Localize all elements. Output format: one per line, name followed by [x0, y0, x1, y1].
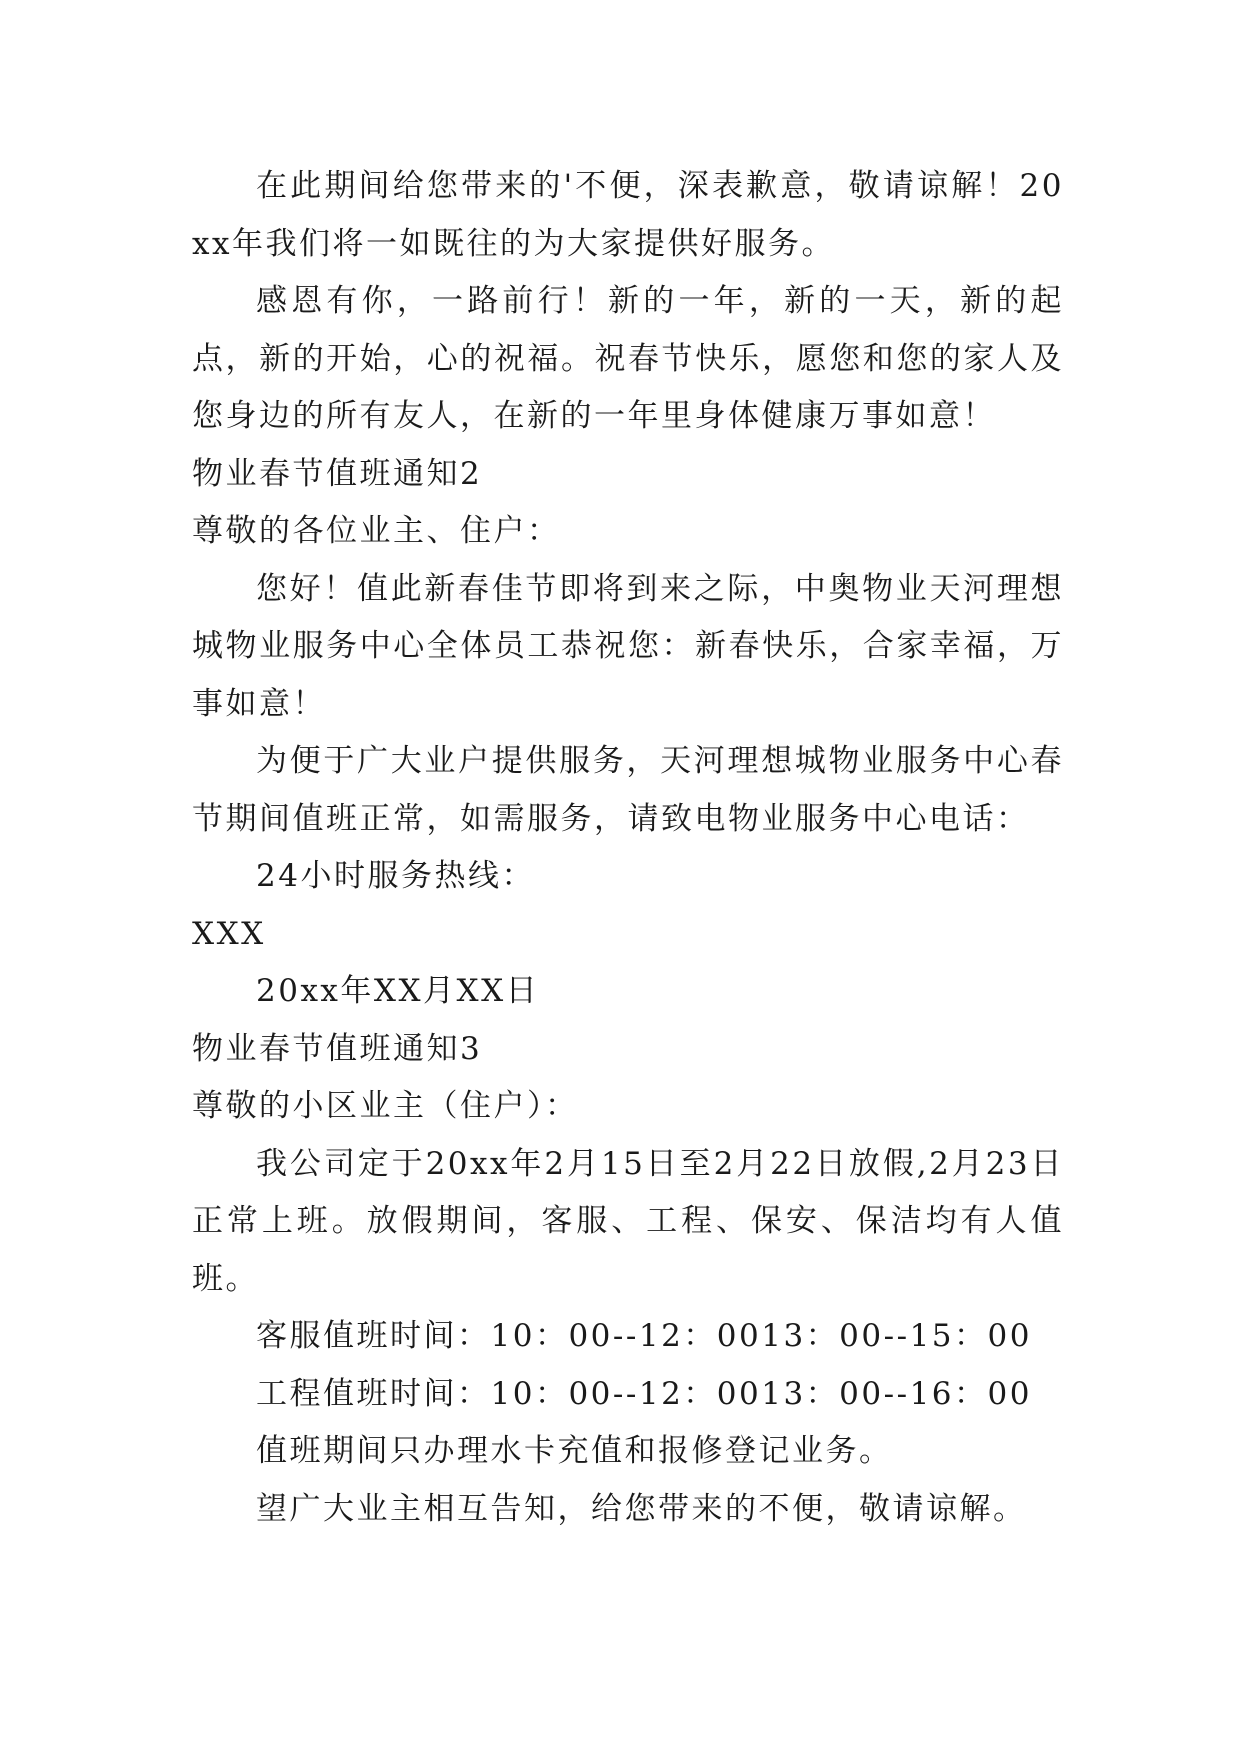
notice-3-salutation: 尊敬的小区业主（住户）：: [192, 1088, 579, 1124]
notice-2-salutation: 尊敬的各位业主、住户：: [192, 513, 561, 549]
duty-services: 值班期间只办理水卡充值和报修登记业务。: [256, 1433, 893, 1469]
notice-2-title: 物业春节值班通知2: [192, 455, 483, 492]
hotline-number: XXX: [192, 915, 266, 952]
hotline-label: 24小时服务热线：: [256, 858, 535, 894]
notice-2-date: 20xx年XX月XX日: [256, 973, 540, 1009]
notice-3-title: 物业春节值班通知3: [192, 1030, 483, 1067]
notice-2-wishes: 您好！值此新春佳节即将到来之际，中奥物业天河理想城物业服务中心全体员工恭祝您：新春快乐，合家幸福，万事如意！: [192, 570, 1064, 722]
document-body: [192, 158, 1064, 1538]
engineering-hours: 工程值班时间：10：00--12：0013：00--16：00: [256, 1375, 1032, 1412]
closing-apology: 望广大业主相互告知，给您带来的不便，敬请谅解。: [256, 1490, 1027, 1527]
customer-service-hours: 客服值班时间：10：00--12：0013：00--15：00: [256, 1318, 1032, 1354]
paragraph-apology: 在此期间给您带来的'不便，深表歉意，敬请谅解！20xx年我们将一如既往的为大家提供好服务。: [192, 168, 1064, 262]
notice-2-service: 为便于广大业户提供服务，天河理想城物业服务中心春节期间值班正常，如需服务，请致电物业服务中心电话：: [192, 743, 1064, 837]
paragraph-greeting: 感恩有你，一路前行！新的一年，新的一天，新的起点，新的开始，心的祝福。祝春节快乐，愿您和您的家人及您身边的所有友人，在新的一年里身体健康万事如意！: [192, 283, 1064, 434]
notice-3-holiday: 我公司定于20xx年2月15日至2月22日放假,2月23日正常上班。放假期间，客服、工程、保安、保洁均有人值班。: [192, 1145, 1064, 1297]
